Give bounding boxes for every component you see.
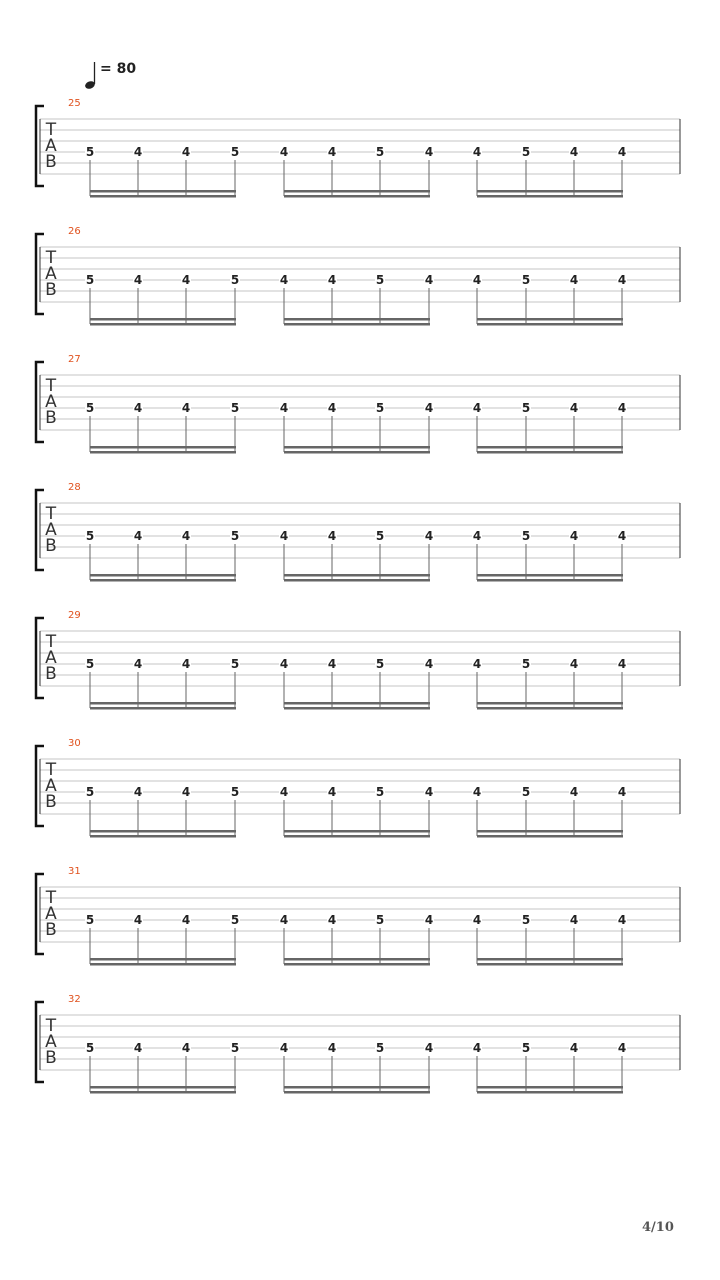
tab-clef-letter: A xyxy=(45,392,57,412)
tab-clef-letter: T xyxy=(45,248,57,268)
tab-clef-letter: B xyxy=(45,792,57,812)
note-beam xyxy=(284,574,430,577)
tab-staff xyxy=(0,866,720,976)
note-beam xyxy=(477,835,623,838)
measure-number: 32 xyxy=(68,994,81,1005)
fret-number: 4 xyxy=(472,913,482,927)
measure-number: 31 xyxy=(68,866,81,877)
fret-number: 4 xyxy=(472,657,482,671)
fret-number: 4 xyxy=(472,529,482,543)
fret-number: 4 xyxy=(617,273,627,287)
fret-number: 5 xyxy=(375,401,385,415)
note-beam xyxy=(90,835,236,838)
note-beam xyxy=(284,702,430,705)
fret-number: 4 xyxy=(279,145,289,159)
fret-number: 5 xyxy=(521,1041,531,1055)
fret-number: 4 xyxy=(181,401,191,415)
fret-number: 5 xyxy=(521,529,531,543)
fret-number: 5 xyxy=(230,1041,240,1055)
note-beam xyxy=(284,835,430,838)
tab-clef-letter: B xyxy=(45,920,57,940)
fret-number: 4 xyxy=(569,913,579,927)
tab-clef-letter: T xyxy=(45,1016,57,1036)
note-beam xyxy=(90,1091,236,1094)
fret-number: 5 xyxy=(375,913,385,927)
tab-clef-letter: A xyxy=(45,520,57,540)
note-beam xyxy=(284,830,430,833)
note-beam xyxy=(90,451,236,454)
fret-number: 4 xyxy=(617,401,627,415)
tab-staff xyxy=(0,610,720,720)
fret-number: 5 xyxy=(85,785,95,799)
fret-number: 4 xyxy=(133,145,143,159)
fret-number: 4 xyxy=(181,785,191,799)
fret-number: 4 xyxy=(472,145,482,159)
fret-number: 4 xyxy=(327,273,337,287)
tempo-marking: = 80 xyxy=(100,61,137,77)
measure-number: 25 xyxy=(68,98,81,109)
note-beam xyxy=(284,451,430,454)
tab-staff xyxy=(0,994,720,1104)
fret-number: 5 xyxy=(521,657,531,671)
fret-number: 4 xyxy=(279,1041,289,1055)
note-beam xyxy=(90,830,236,833)
tab-system xyxy=(0,994,720,1104)
note-beam xyxy=(284,963,430,966)
tab-clef-letter: T xyxy=(45,376,57,396)
fret-number: 4 xyxy=(424,657,434,671)
tab-staff xyxy=(0,354,720,464)
note-beam xyxy=(90,195,236,198)
measure-number: 30 xyxy=(68,738,81,749)
fret-number: 4 xyxy=(181,529,191,543)
note-beam xyxy=(477,830,623,833)
fret-number: 4 xyxy=(472,273,482,287)
note-beam xyxy=(90,1086,236,1089)
note-beam xyxy=(90,707,236,710)
fret-number: 5 xyxy=(85,401,95,415)
fret-number: 4 xyxy=(617,529,627,543)
tab-clef-letter: A xyxy=(45,776,57,796)
fret-number: 5 xyxy=(230,401,240,415)
tab-clef-letter: A xyxy=(45,904,57,924)
fret-number: 4 xyxy=(472,785,482,799)
tab-clef-letter: B xyxy=(45,1048,57,1068)
fret-number: 4 xyxy=(133,273,143,287)
measure-number: 26 xyxy=(68,226,81,237)
fret-number: 4 xyxy=(133,913,143,927)
note-beam xyxy=(477,963,623,966)
tab-system xyxy=(0,866,720,976)
note-beam xyxy=(477,579,623,582)
tab-system xyxy=(0,610,720,720)
fret-number: 4 xyxy=(617,1041,627,1055)
note-beam xyxy=(284,1086,430,1089)
fret-number: 4 xyxy=(133,785,143,799)
tab-staff xyxy=(0,738,720,848)
fret-number: 4 xyxy=(424,529,434,543)
measure-number: 27 xyxy=(68,354,81,365)
fret-number: 4 xyxy=(279,529,289,543)
fret-number: 4 xyxy=(569,145,579,159)
fret-number: 4 xyxy=(569,273,579,287)
fret-number: 4 xyxy=(617,785,627,799)
tab-clef-letter: B xyxy=(45,152,57,172)
note-beam xyxy=(284,323,430,326)
fret-number: 5 xyxy=(521,145,531,159)
note-beam xyxy=(90,963,236,966)
note-beam xyxy=(90,958,236,961)
fret-number: 4 xyxy=(424,913,434,927)
note-beam xyxy=(477,446,623,449)
tab-clef-letter: T xyxy=(45,504,57,524)
fret-number: 4 xyxy=(279,785,289,799)
fret-number: 5 xyxy=(85,1041,95,1055)
fret-number: 4 xyxy=(181,1041,191,1055)
fret-number: 4 xyxy=(472,1041,482,1055)
tab-clef-letter: B xyxy=(45,280,57,300)
note-beam xyxy=(477,958,623,961)
fret-number: 5 xyxy=(85,913,95,927)
tab-system xyxy=(0,226,720,336)
fret-number: 4 xyxy=(424,145,434,159)
fret-number: 5 xyxy=(375,1041,385,1055)
tab-clef-letter: B xyxy=(45,664,57,684)
fret-number: 5 xyxy=(521,913,531,927)
fret-number: 5 xyxy=(375,785,385,799)
fret-number: 4 xyxy=(424,273,434,287)
tab-staff xyxy=(0,482,720,592)
note-beam xyxy=(477,574,623,577)
measure-number: 29 xyxy=(68,610,81,621)
tab-clef-letter: B xyxy=(45,408,57,428)
fret-number: 4 xyxy=(569,401,579,415)
fret-number: 4 xyxy=(327,1041,337,1055)
fret-number: 4 xyxy=(424,1041,434,1055)
note-beam xyxy=(90,446,236,449)
fret-number: 4 xyxy=(181,657,191,671)
fret-number: 4 xyxy=(133,401,143,415)
fret-number: 5 xyxy=(375,273,385,287)
note-beam xyxy=(90,702,236,705)
note-beam xyxy=(284,446,430,449)
fret-number: 4 xyxy=(279,273,289,287)
fret-number: 5 xyxy=(85,529,95,543)
page-number: 4/10 xyxy=(642,1220,674,1235)
note-beam xyxy=(90,323,236,326)
note-beam xyxy=(477,451,623,454)
note-beam xyxy=(284,318,430,321)
fret-number: 4 xyxy=(569,785,579,799)
fret-number: 5 xyxy=(375,529,385,543)
note-beam xyxy=(284,579,430,582)
note-beam xyxy=(90,579,236,582)
tab-system xyxy=(0,482,720,592)
fret-number: 4 xyxy=(181,145,191,159)
note-beam xyxy=(284,190,430,193)
fret-number: 5 xyxy=(230,529,240,543)
tab-clef-letter: A xyxy=(45,136,57,156)
fret-number: 5 xyxy=(230,273,240,287)
fret-number: 4 xyxy=(424,785,434,799)
tab-staff xyxy=(0,98,720,208)
fret-number: 4 xyxy=(569,1041,579,1055)
fret-number: 5 xyxy=(521,401,531,415)
fret-number: 5 xyxy=(230,785,240,799)
note-beam xyxy=(90,318,236,321)
tab-staff xyxy=(0,226,720,336)
fret-number: 4 xyxy=(327,401,337,415)
note-beam xyxy=(477,323,623,326)
fret-number: 5 xyxy=(521,785,531,799)
note-beam xyxy=(477,1086,623,1089)
tab-clef-letter: T xyxy=(45,632,57,652)
tab-clef-letter: T xyxy=(45,120,57,140)
tab-system xyxy=(0,738,720,848)
fret-number: 4 xyxy=(327,785,337,799)
fret-number: 4 xyxy=(181,273,191,287)
fret-number: 4 xyxy=(327,145,337,159)
note-beam xyxy=(284,1091,430,1094)
tab-clef-letter: A xyxy=(45,264,57,284)
fret-number: 4 xyxy=(279,913,289,927)
note-beam xyxy=(477,707,623,710)
note-beam xyxy=(477,1091,623,1094)
note-beam xyxy=(284,707,430,710)
fret-number: 4 xyxy=(569,529,579,543)
fret-number: 5 xyxy=(230,913,240,927)
note-beam xyxy=(284,195,430,198)
fret-number: 4 xyxy=(133,529,143,543)
fret-number: 4 xyxy=(472,401,482,415)
fret-number: 4 xyxy=(133,1041,143,1055)
tab-system xyxy=(0,354,720,464)
fret-number: 4 xyxy=(617,657,627,671)
measure-number: 28 xyxy=(68,482,81,493)
fret-number: 4 xyxy=(327,529,337,543)
tab-clef-letter: T xyxy=(45,760,57,780)
note-beam xyxy=(90,574,236,577)
fret-number: 4 xyxy=(617,913,627,927)
note-beam xyxy=(477,318,623,321)
tab-clef-letter: A xyxy=(45,648,57,668)
fret-number: 5 xyxy=(230,145,240,159)
fret-number: 4 xyxy=(133,657,143,671)
fret-number: 4 xyxy=(569,657,579,671)
fret-number: 4 xyxy=(424,401,434,415)
tab-clef-letter: T xyxy=(45,888,57,908)
tab-system xyxy=(0,98,720,208)
fret-number: 4 xyxy=(327,913,337,927)
fret-number: 5 xyxy=(375,657,385,671)
fret-number: 4 xyxy=(181,913,191,927)
tab-clef-letter: A xyxy=(45,1032,57,1052)
fret-number: 5 xyxy=(85,657,95,671)
fret-number: 4 xyxy=(327,657,337,671)
fret-number: 5 xyxy=(85,273,95,287)
note-beam xyxy=(477,195,623,198)
fret-number: 5 xyxy=(375,145,385,159)
note-beam xyxy=(477,702,623,705)
fret-number: 4 xyxy=(617,145,627,159)
fret-number: 5 xyxy=(521,273,531,287)
note-beam xyxy=(477,190,623,193)
fret-number: 4 xyxy=(279,657,289,671)
fret-number: 5 xyxy=(230,657,240,671)
note-beam xyxy=(90,190,236,193)
note-beam xyxy=(284,958,430,961)
fret-number: 5 xyxy=(85,145,95,159)
tab-clef-letter: B xyxy=(45,536,57,556)
fret-number: 4 xyxy=(279,401,289,415)
